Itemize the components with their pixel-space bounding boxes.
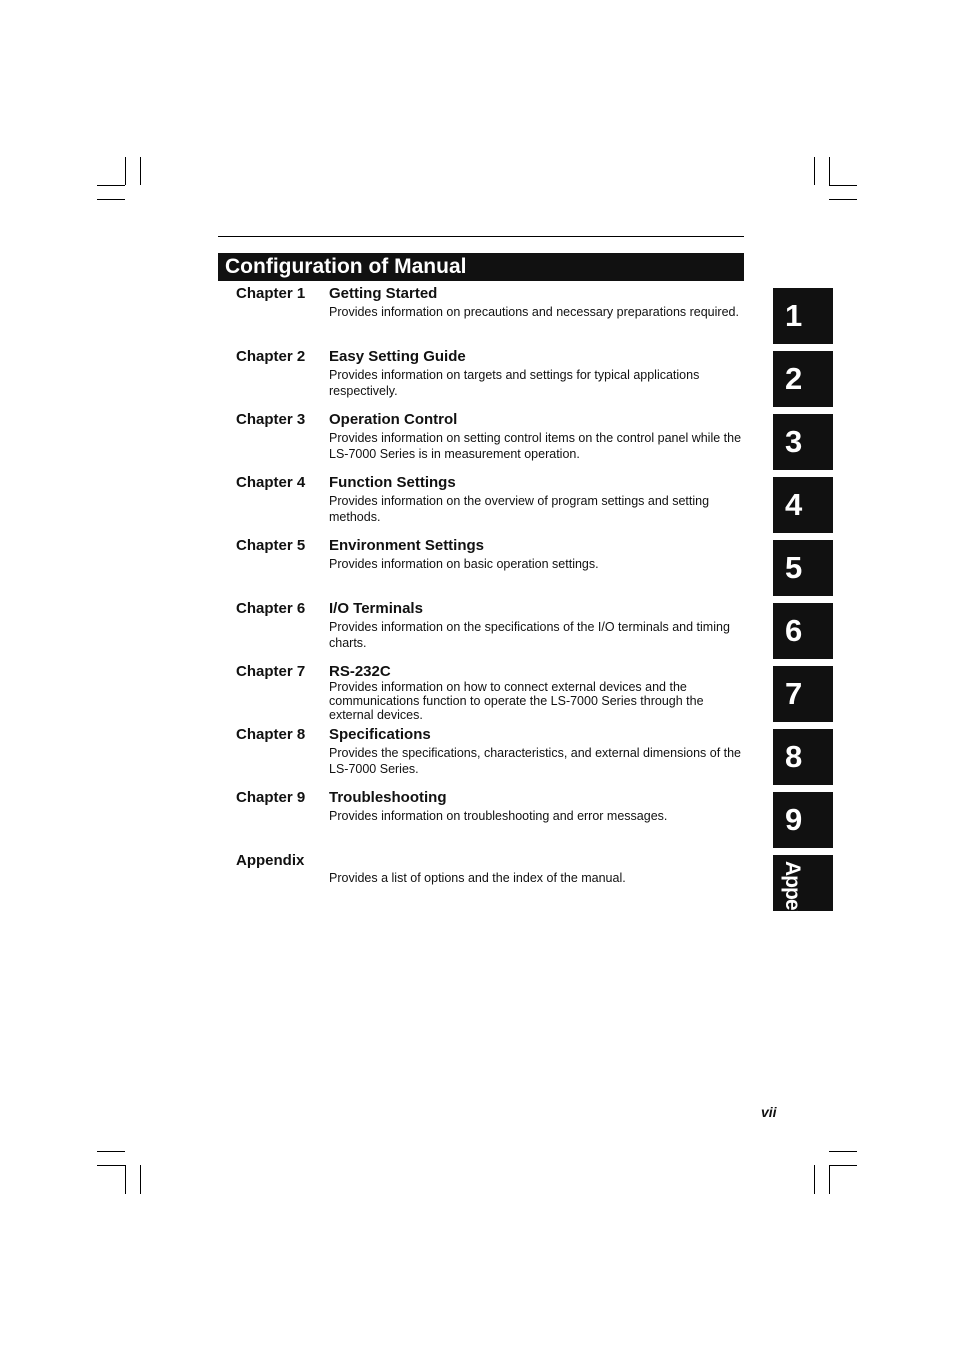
crop-mark [829, 185, 857, 186]
chapter-title: Specifications [329, 726, 431, 743]
crop-mark [814, 157, 815, 185]
chapter-label: Chapter 7 [236, 663, 306, 680]
appendix-description: Provides a list of options and the index of the manual. [329, 871, 626, 885]
chapter-label: Chapter 1 [236, 285, 306, 302]
chapter-label: Chapter 8 [236, 726, 306, 743]
chapter-label: Chapter 4 [236, 474, 306, 491]
chapter-tab-4[interactable]: 4 [773, 477, 833, 533]
page-title: Configuration of Manual [218, 253, 744, 281]
chapter-description: Provides information on the specifications of the I/O terminals and timing charts. [329, 620, 730, 650]
crop-mark [814, 1165, 815, 1194]
chapter-label: Chapter 9 [236, 789, 306, 806]
chapter-tab-1[interactable]: 1 [773, 288, 833, 344]
chapter-label: Chapter 5 [236, 537, 306, 554]
chapter-title: I/O Terminals [329, 600, 423, 617]
crop-mark [140, 157, 141, 185]
chapter-tab-7[interactable]: 7 [773, 666, 833, 722]
chapter-description: Provides information on the overview of program settings and setting methods. [329, 494, 710, 524]
chapter-title: Easy Setting Guide [329, 348, 466, 365]
crop-mark [125, 157, 126, 185]
chapter-label: Chapter 2 [236, 348, 306, 365]
chapter-title: RS-232C [329, 663, 391, 680]
chapter-description: Provides information on basic operation settings. [329, 557, 599, 571]
chapter-tab-6[interactable]: 6 [773, 603, 833, 659]
crop-mark [97, 1151, 125, 1152]
crop-mark [829, 1165, 857, 1166]
chapter-label: Chapter 6 [236, 600, 306, 617]
chapter-tab-3[interactable]: 3 [773, 414, 833, 470]
crop-mark [97, 199, 125, 200]
crop-mark [97, 185, 125, 186]
crop-mark [97, 1165, 125, 1166]
crop-mark [829, 1165, 830, 1194]
chapter-tab-9[interactable]: 9 [773, 792, 833, 848]
chapter-title: Environment Settings [329, 537, 485, 554]
chapter-title: Operation Control [329, 411, 458, 428]
chapter-title: Getting Started [329, 285, 438, 302]
chapter-tab-8[interactable]: 8 [773, 729, 833, 785]
crop-mark [829, 199, 857, 200]
chapter-description: Provides information on setting control items on the control panel while the LS-7000 Series is in measurement operation. [329, 431, 742, 461]
page-number: vii [761, 1104, 777, 1120]
chapter-tab-2[interactable]: 2 [773, 351, 833, 407]
appendix-label: Appendix [236, 852, 305, 869]
chapter-description: Provides the specifications, characteristics, and external dimensions of the LS-7000 Series. [329, 746, 742, 776]
chapter-description: Provides information on precautions and necessary preparations required. [329, 305, 739, 319]
appendix-tab[interactable] [773, 855, 833, 949]
header-rule [218, 236, 744, 237]
crop-mark [829, 157, 830, 185]
crop-mark [140, 1165, 141, 1194]
chapter-title: Function Settings [329, 474, 456, 491]
chapter-description: Provides information on how to connect external devices and the communications function to operate the LS-7000 Series through the external devices. [329, 680, 704, 722]
chapter-label: Chapter 3 [236, 411, 306, 428]
crop-mark [829, 1151, 857, 1152]
chapter-title: Troubleshooting [329, 789, 447, 806]
appendix-tab-label: Appendix [781, 861, 804, 949]
chapter-description: Provides information on troubleshooting and error messages. [329, 809, 668, 823]
crop-mark [125, 1165, 126, 1194]
chapter-description: Provides information on targets and settings for typical applications respectively. [329, 368, 700, 398]
chapter-tab-5[interactable]: 5 [773, 540, 833, 596]
